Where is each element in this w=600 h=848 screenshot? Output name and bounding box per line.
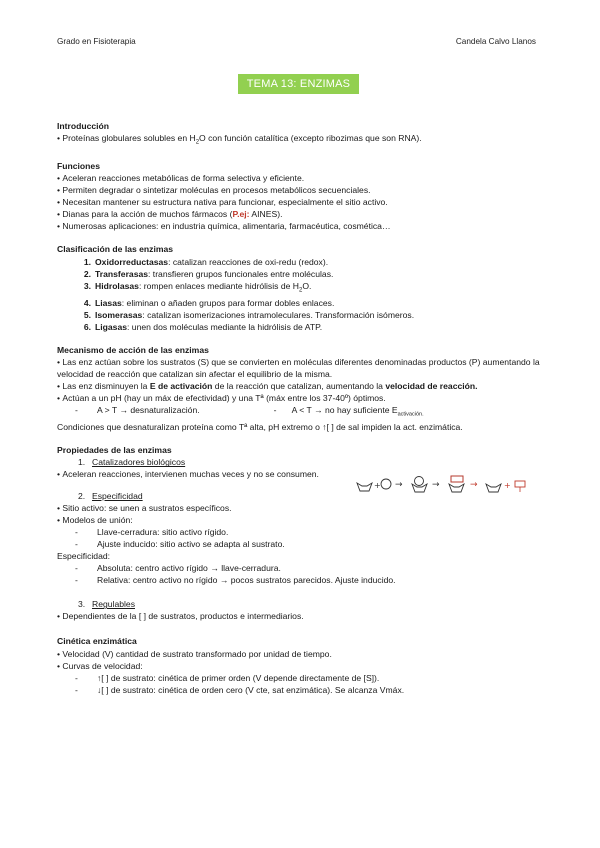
propiedad-2-dash-2: - Ajuste inducido: sitio activo se adapta al sustrato. [75,538,285,549]
example-marker: P.ej: [232,209,250,220]
funciones-heading: Funciones [57,160,100,171]
complex-substrate-icon [415,477,424,486]
mecanismo-heading: Mecanismo de acción de las enzimas [57,344,209,355]
intro-heading: Introducción [57,121,110,131]
clasificacion-item: 6. Ligasas: unen dos moléculas mediante la hidrólisis de ATP. [83,321,323,332]
svg-text:+: + [374,481,381,490]
propiedad-3-bullet: • Dependientes de la [ ] de sustratos, productos e intermediarios. [57,610,547,622]
cinetica-bullet-2: • Curvas de velocidad: [57,660,547,672]
enzyme-icon [357,483,372,491]
clasificacion-item: 4. Liasas: eliminan o añaden grupos para formar dobles enlaces. [83,297,335,308]
transition-enzyme-icon [449,484,464,492]
temperature-effects: - A > T → desnaturalización. - A < T → no hay suficiente $E_{activación.}$ [75,405,424,419]
mecanismo-conclusion: Condiciones que desnaturalizan proteína como Tª alta, pH extremo o ↑[ ] de sal impiden la act. enzimática. [57,422,463,433]
free-enzyme-icon [486,484,501,492]
mecanismo-bullet-1: • Las enz actúan sobre los sustratos (S) que se convierten en moléculas diferentes denominadas productos (P) aumentando la velocidad de reacción que catalizan sin afectar el equilibrio de la misma. [57,356,547,380]
header-left: Grado en Fisioterapia [57,37,136,46]
document-body [57,120,547,696]
funciones-bullet-3: • Necesitan mantener su estructura nativa para funcionar, especialmente el sitio activo. [57,196,547,208]
funciones-bullet-5: • Numerosas aplicaciones: en industria química, alimentaria, farmacéutica, cosmética… [57,220,547,232]
propiedad-1-title: 1. Catalizadores biológicos [78,457,186,468]
especificidad-label: Especificidad: [57,550,111,561]
propiedad-2-bullet-2: • Modelos de unión: [57,514,547,526]
product-box-icon [451,476,463,482]
enzyme-substrate-diagram [355,473,545,499]
svg-text:→: → [395,480,403,490]
mecanismo-bullet-3: • Actúan a un pH (hay un máx de efectividad) y una Tª (máx entre los 37-40º) óptimos. [57,392,547,404]
page-title: TEMA 13: ENZIMAS [238,74,359,94]
propiedad-2-dash-1: - Llave-cerradura: sitio activo rígido. [75,526,229,537]
funciones-bullet-1: • Aceleran reacciones metabólicas de forma selectiva y eficiente. [57,172,547,184]
cinetica-bullet-1: • Velocidad (V) cantidad de sustrato transformado por unidad de tiempo. [57,648,547,660]
propiedad-2-title: 2. Especificidad [78,490,143,501]
clasificacion-item: 5. Isomerasas: catalizan isomerizaciones intramoleculares. Transformación isómeros. [83,309,415,320]
header-right: Candela Calvo Llanos [455,37,536,46]
substrate-icon [381,479,391,489]
propiedades-heading: Propiedades de las enzimas [57,445,172,456]
svg-text:→: → [432,480,440,490]
cinetica-heading: Cinética enzimática [57,636,137,647]
clasificacion-item: 1. Oxidorreductasas: catalizan reacciones de oxi-redu (redox). [83,256,329,267]
mecanismo-bullet-2: • Las enz disminuyen la E de activación de la reacción que catalizan, aumentando la velocidad de reacción. [57,380,547,392]
intro-bullet: • Proteínas globulares solubles en $H_2O$ con función catalítica (excepto ribozimas que son RNA). [57,132,547,149]
cinetica-dash-1: - ↑[ ] de sustrato: cinética de primer orden (V depende directamente de [S]). [75,672,380,683]
funciones-bullet-4: • Dianas para la acción de muchos fármacos (P.ej: AINES). [57,208,547,220]
funciones-bullet-2: • Permiten degradar o sintetizar moléculas en procesos metabólicos secuenciales. [57,184,547,196]
clasificacion-heading: Clasificación de las enzimas [57,244,174,255]
propiedad-2-bullet-1: • Sitio activo: se unen a sustratos específicos. [57,502,547,514]
propiedad-2-dash-3: - Absoluta: centro activo rígido → llave-cerradura. [75,563,281,574]
product-icon [515,481,525,487]
propiedad-2-dash-4: - Relativa: centro activo no rígido → pocos sustratos parecidos. Ajuste inducido. [75,575,396,586]
arrow-red-icon: → [470,480,478,490]
clasificacion-item: 2. Transferasas: transfieren grupos funcionales entre moléculas. [83,268,334,279]
transition-icon [451,476,463,482]
clasificacion-item: 3. Hidrolasas: rompen enlaces mediante hidrólisis de $H_2O$. [83,280,312,294]
cinetica-dash-2: - ↓[ ] de sustrato: cinética de orden cero (V cte, sat enzimática). Se alcanza Vmáx. [75,684,405,695]
propiedad-3-title: 3. Regulables [78,599,135,610]
propiedad-1-bullet: • Aceleran reacciones, intervienen muchas veces y no se consumen. [57,468,547,480]
plus-icon: + [504,481,511,490]
